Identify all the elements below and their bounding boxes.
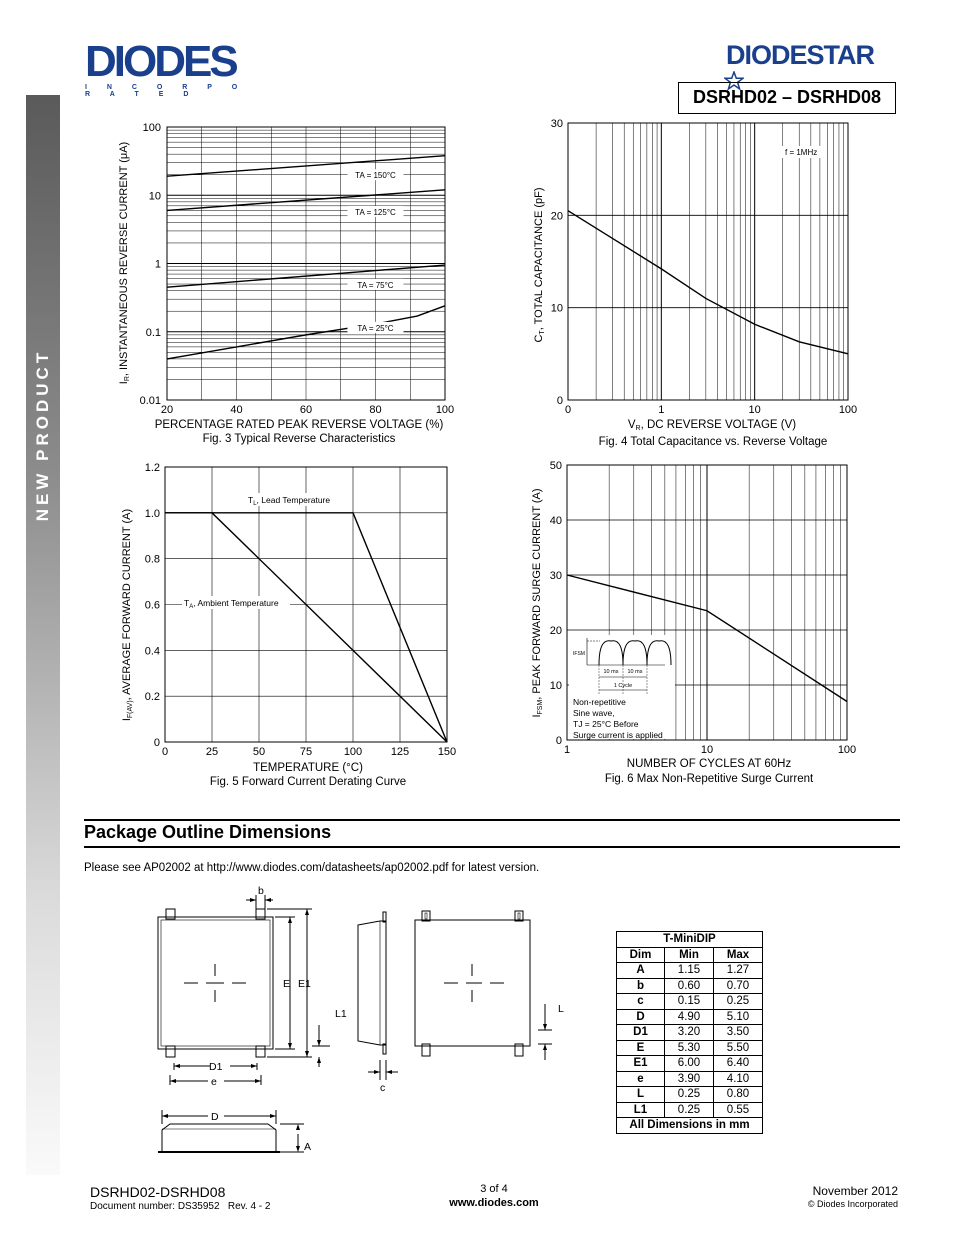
divider-bottom: [84, 846, 900, 848]
dim-value-cell: 3.90: [665, 1071, 714, 1087]
dim-name-cell: L: [617, 1087, 665, 1103]
dim-label-E1: E1: [298, 978, 311, 990]
fig5-ylabel: IF(AV), AVERAGE FORWARD CURRENT (A): [121, 508, 134, 722]
dim-name-cell: E1: [617, 1056, 665, 1072]
fig6-ytick: 10: [549, 680, 562, 692]
dim-value-cell: 1.27: [714, 963, 763, 979]
fig6-inset-10ms: 10 ms: [603, 669, 619, 675]
fig3-series-label: TA = 75°C: [357, 280, 394, 290]
dim-value-cell: 4.90: [665, 1009, 714, 1025]
fig3-series-label: TA = 150°C: [355, 171, 396, 181]
table-row: [617, 963, 763, 979]
dim-name-cell: e: [617, 1071, 665, 1087]
fig6-chart: [525, 455, 870, 800]
fig4-ticks: [551, 118, 857, 416]
fig5-ytick: 1.0: [144, 507, 160, 520]
fig6-ylabel: IFSM, PEAK FORWARD SURGE CURRENT (A): [531, 488, 544, 718]
fig4-grid: [568, 123, 848, 400]
fig3-ytick: 0.01: [139, 395, 161, 407]
footer-part: DSRHD02-DSRHD08: [90, 1184, 226, 1200]
new-product-sidebar: [26, 95, 60, 1175]
fig5-xtick: 25: [205, 746, 219, 758]
fig5-lead-label: $T_L$, Lead Temperature: [248, 495, 331, 507]
dim-name-cell: c: [617, 994, 665, 1010]
fig5-ytick: 1.2: [144, 462, 160, 474]
fig3-xtick: 80: [369, 404, 382, 416]
table-row: [617, 1102, 763, 1118]
dim-value-cell: 0.15: [665, 994, 714, 1010]
fig4-xtick: 10: [748, 404, 761, 416]
dim-name-cell: A: [617, 963, 665, 979]
fig3-xtick: 100: [435, 404, 455, 416]
footer-docnum: Document number: DS35952 Rev. 4 - 2: [90, 1201, 271, 1212]
dim-label-E: E: [283, 978, 291, 990]
fig4-ytick: 10: [550, 302, 563, 315]
dim-label-D1: D1: [209, 1061, 223, 1073]
fig5-ytick: 0.6: [144, 599, 160, 612]
dim-value-cell: 5.50: [714, 1040, 763, 1056]
pin: [256, 1046, 265, 1057]
fig6-inset-text: Non-repetitive: [573, 697, 626, 707]
fig5-xtick: 0: [161, 746, 169, 758]
fig3-grid: [167, 127, 445, 400]
dim-value-cell: 5.30: [665, 1040, 714, 1056]
fig3-series-label: TA = 125°C: [355, 207, 396, 217]
dim-value-cell: 4.10: [714, 1071, 763, 1087]
fig6-inset-cycle: 1 Cycle: [613, 683, 633, 689]
dim-value-cell: 0.25: [665, 1087, 714, 1103]
dim-label-A: A: [304, 1141, 312, 1153]
fig5-chart: [100, 455, 470, 800]
table-row: [617, 1009, 763, 1025]
fig3-ytick: 1: [154, 258, 161, 271]
table-row: [617, 1071, 763, 1087]
fig5-xtick: 125: [390, 746, 410, 758]
fig4-xtick: 1: [658, 404, 665, 416]
footer-page: 3 of 4: [480, 1183, 508, 1195]
fig5-ytick: 0.2: [144, 691, 160, 704]
fig5-ytick: 0.4: [144, 645, 160, 658]
dim-value-cell: 0.25: [714, 994, 763, 1010]
fig5-xtick: 75: [299, 746, 313, 758]
fig4-caption: Fig. 4 Total Capacitance vs. Reverse Voltage: [598, 436, 828, 448]
sideview-body: [358, 921, 386, 1045]
package-outline-title: Package Outline Dimensions: [84, 822, 332, 842]
diodestar-logo: [726, 40, 896, 80]
fig5-ambient-label: $T_A$, Ambient Temperature: [184, 598, 279, 610]
fig3-ytick: 100: [142, 122, 161, 134]
dim-value-cell: 3.50: [714, 1025, 763, 1041]
fig4-chart: [525, 115, 870, 455]
diodestar-logo-text: DIODESTAR: [726, 40, 875, 70]
fig6-xlabel: NUMBER OF CYCLES AT 60Hz: [626, 758, 792, 770]
fig3-xlabel: PERCENTAGE RATED PEAK REVERSE VOLTAGE (%): [154, 419, 444, 431]
table-header: Max: [714, 947, 763, 963]
fig4-xlabel: VR, DC REVERSE VOLTAGE (V): [627, 419, 797, 432]
fig5-xtick: 100: [343, 746, 363, 758]
diodes-logo: [85, 37, 260, 98]
footer-url[interactable]: www.diodes.com: [449, 1197, 539, 1209]
fig6-xtick: 10: [700, 744, 714, 756]
fig5-ytick: 0: [153, 737, 160, 749]
table-row: [617, 1025, 763, 1041]
fig4-series-line: [568, 211, 848, 354]
dim-value-cell: 1.15: [665, 963, 714, 979]
table-header: Dim: [617, 947, 665, 963]
pin: [166, 1046, 175, 1057]
dim-name-cell: D: [617, 1009, 665, 1025]
dim-label-L1: L1: [335, 1008, 347, 1020]
dim-label-D: D: [211, 1111, 219, 1123]
dim-value-cell: 6.00: [665, 1056, 714, 1072]
sidebar-label: NEW PRODUCT: [33, 348, 52, 522]
diodes-logo-text: DIODES: [85, 37, 236, 86]
fig5-xtick: 50: [252, 746, 266, 758]
footer-date: November 2012: [812, 1184, 898, 1198]
fig4-frame: [568, 123, 848, 400]
fig5-xtick: 150: [437, 746, 457, 758]
part-range-box: DSRHD02 – DSRHD08: [678, 82, 896, 114]
frontview-body: [162, 1124, 276, 1152]
fig6-ytick: 20: [549, 625, 562, 637]
fig3-caption: Fig. 3 Typical Reverse Characteristics: [202, 433, 396, 445]
fig6-ytick: 30: [549, 570, 562, 582]
fig3-chart: [100, 115, 460, 455]
footer-copyright: © Diodes Incorporated: [807, 1199, 898, 1209]
package-drawing: [140, 880, 580, 1170]
fig3-xtick: 20: [160, 404, 174, 416]
dim-label-L: L: [558, 1003, 564, 1015]
fig6-inset-text: TJ = 25°C Before: [573, 719, 639, 729]
fig3-ylabel: IR, INSTANTANEOUS REVERSE CURRENT (μA): [118, 141, 131, 385]
fig4-xtick: 0: [564, 404, 572, 416]
fig6-inset-text: Sine wave,: [573, 708, 615, 718]
fig4-xtick: 100: [838, 404, 858, 416]
fig6-caption: Fig. 6 Max Non-Repetitive Surge Current: [604, 773, 814, 785]
dim-value-cell: 0.60: [665, 978, 714, 994]
fig4-ytick: 20: [550, 210, 563, 223]
fig5-ytick: 0.8: [144, 553, 160, 566]
fig4-curves: [568, 146, 848, 354]
fig6-inset-10ms: 10 ms: [627, 669, 643, 675]
dim-value-cell: 0.25: [665, 1102, 714, 1118]
dim-value-cell: 5.10: [714, 1009, 763, 1025]
dim-value-cell: 0.55: [714, 1102, 763, 1118]
fig3-ytick: 0.1: [145, 326, 161, 339]
fig6-inset-ifsm: IFSM: [573, 651, 585, 657]
dimensions-table: [616, 931, 763, 1134]
dim-name-cell: b: [617, 978, 665, 994]
fig5-ticks: [145, 462, 456, 758]
fig6-ytick: 40: [549, 515, 562, 527]
fig5-caption: Fig. 5 Forward Current Derating Curve: [209, 776, 407, 788]
fig4-ytick: 30: [550, 118, 563, 130]
fig4-ylabel: CT, TOTAL CAPACITANCE (pF): [533, 187, 546, 343]
fig6-xtick: 1: [563, 744, 571, 756]
dim-value-cell: 3.20: [665, 1025, 714, 1041]
fig3-xtick: 40: [230, 404, 243, 416]
fig6-xtick: 100: [837, 744, 857, 756]
fig4-annotation: f = 1MHz: [785, 148, 818, 157]
table-row: [617, 1087, 763, 1103]
table-title: T-MiniDIP: [617, 932, 763, 948]
fig6-ytick: 0: [555, 735, 562, 747]
package-note: Please see AP02002 at http://www.diodes.com/datasheets/ap02002.pdf for latest version.: [84, 862, 540, 874]
fig6-inset-text: Surge current is applied: [573, 730, 663, 740]
table-header: Min: [665, 947, 714, 963]
fig3-ytick: 10: [148, 190, 161, 203]
table-row: [617, 994, 763, 1010]
fig3-series-label: TA = 25°C: [357, 323, 394, 333]
fig4-ytick: 0: [556, 395, 563, 407]
dim-label-e: e: [211, 1076, 217, 1088]
dim-label-c: c: [380, 1082, 386, 1094]
diodes-logo-subtitle: I N C O R P O R A T E D: [85, 84, 247, 98]
fig5-xlabel: TEMPERATURE (°C): [253, 762, 363, 774]
table-footer: All Dimensions in mm: [617, 1118, 763, 1134]
dim-name-cell: E: [617, 1040, 665, 1056]
dim-value-cell: 0.70: [714, 978, 763, 994]
dim-label-b: b: [258, 885, 264, 897]
fig6-ytick: 50: [549, 460, 562, 472]
dim-name-cell: D1: [617, 1025, 665, 1041]
dim-value-cell: 6.40: [714, 1056, 763, 1072]
fig3-xtick: 60: [299, 404, 313, 416]
table-row: [617, 1040, 763, 1056]
dim-value-cell: 0.80: [714, 1087, 763, 1103]
fig6-inset: [569, 635, 675, 740]
divider-top: [84, 819, 900, 821]
table-row: [617, 978, 763, 994]
table-row: [617, 1056, 763, 1072]
dim-name-cell: L1: [617, 1102, 665, 1118]
